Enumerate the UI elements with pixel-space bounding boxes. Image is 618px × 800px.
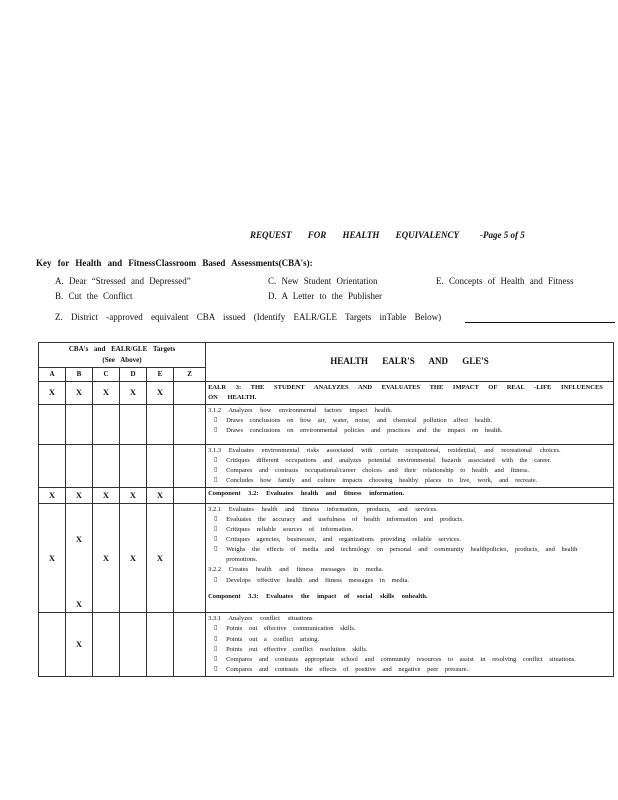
mark-cell: X (39, 381, 66, 404)
mark-cell: X (66, 613, 93, 676)
standard-3-2-1: 3.2.1 Evaluates health and fitness information, products, and services. ▯ Evaluates the accuracy and usefulness of health information and products. ▯ Critiques reliable sources of information. ▯ Critiques agencies, businesses, and organizations providing reliable services. ▯ Weighs the effects of media and technology on personal and community healthpolicies, products, and health promotions. 3.2.2 Creates health and fitness messages in media. ▯ Develops effective health and fitness messages in media. Component 3.3: Evaluates the impact of social skills onhealth. (206, 504, 614, 613)
col-a: A (39, 367, 66, 381)
mark-cell: X (93, 381, 120, 404)
empty-cell (174, 381, 206, 404)
mark-cell: X (120, 381, 147, 404)
empty-cell (39, 444, 66, 487)
empty-cell (174, 504, 206, 613)
key-item-e: E. Concepts of Health and Fitness (436, 276, 574, 286)
component-3-3: Component 3.3: Evaluates the impact of social skills onhealth. (208, 592, 428, 600)
table-row (39, 404, 614, 444)
list-item: ▯ Critiques agencies, businesses, and organizations providing reliable services. (208, 535, 611, 545)
key-item-a: A. Dear “Stressed and Depressed” (55, 276, 191, 286)
component-3-2: Component 3.2: Evaluates health and fitness information. (206, 487, 614, 503)
key-item-z: Z. District -approved equivalent CBA issued (Identify EALR/GLE Targets inTable Below) (55, 312, 442, 322)
table-header-row (39, 343, 614, 368)
mark-cell: X (93, 487, 120, 503)
key-item-b: B. Cut the Conflict (55, 291, 133, 301)
list-item: ▯ Develops effective health and fitness messages in media. (208, 576, 611, 586)
list-item: ▯ Concludes how family and culture impacts choosing healthy places to live, work, and recreate. (208, 476, 611, 486)
list-item: ▯ Compares and contrasts occupational/career choices and their relationship to health and fitness. (208, 466, 611, 476)
targets-header: CBA's and EALR/GLE Targets (See Above) (39, 343, 206, 368)
empty-cell (147, 404, 174, 444)
empty-cell (120, 404, 147, 444)
page-number: -Page 5 of 5 (480, 230, 525, 240)
col-z: Z (174, 367, 206, 381)
col-e: E (147, 367, 174, 381)
empty-cell (66, 404, 93, 444)
ealr-table (38, 342, 614, 677)
list-item: ▯ Compares and contrasts the effects of positive and negative peer pressure. (208, 665, 611, 675)
table-row (39, 613, 614, 676)
list-item: ▯ Evaluates the accuracy and usefulness of health information and products. (208, 515, 611, 525)
mark-cell-b-extra: X (75, 599, 83, 610)
empty-cell (174, 404, 206, 444)
empty-cell (174, 487, 206, 503)
key-item-c: C. New Student Orientation (268, 276, 378, 286)
ealr-section-title: EALR 3: THE STUDENT ANALYZES AND EVALUATES THE IMPACT OF REAL -LIFE INFLUENCES ON HEALTH. (206, 381, 614, 404)
table-row (39, 487, 614, 503)
mark-cell: X (39, 504, 66, 613)
mark-cell: X (147, 381, 174, 404)
key-item-d: D. A Letter to the Publisher (268, 291, 382, 301)
list-item: ▯ Weighs the effects of media and technology on personal and community healthpolicies, products, and health promotions. (208, 545, 611, 565)
key-heading: Key for Health and FitnessClassroom Based Assessments(CBA's): (36, 258, 313, 268)
list-item: ▯ Points out a conflict arising. (208, 635, 611, 645)
col-c: C (93, 367, 120, 381)
standard-3-1-3: 3.1.3 Evaluates environmental risks associated with certain occupational, residential, and recreational choices. ▯ Critiques different occupations and analyzes potential environmental hazards associated with the career. ▯ Compares and contrasts occupational/career choices and their relationship to health and fitness. ▯ Concludes how family and culture impacts choosing healthy places to live, work, and recreate. (206, 444, 614, 487)
col-b: B (66, 367, 93, 381)
mark-cell: X X (66, 504, 93, 613)
empty-cell (174, 613, 206, 676)
table-row (39, 504, 614, 613)
empty-cell (93, 444, 120, 487)
empty-cell (93, 613, 120, 676)
mark-cell: X (120, 487, 147, 503)
health-header: HEALTH EALR'S AND GLE'S (206, 343, 614, 382)
list-item: ▯ Draws conclusions on environmental policies and practices and the impact on health. (208, 426, 611, 436)
mark-cell: X (39, 487, 66, 503)
empty-cell (147, 444, 174, 487)
empty-cell (39, 613, 66, 676)
list-item: ▯ Compares and contrasts appropriate school and community resources to assist in resolving conflict situations. (208, 655, 611, 665)
mark-cell: X (66, 487, 93, 503)
empty-cell (93, 404, 120, 444)
standard-3-1-2: 3.1.2 Analyzes how environmental factors impact health. ▯ Draws conclusions on how air, water, noise, and chemical pollution affect health. ▯ Draws conclusions on environmental policies and practices and the impact on health. (206, 404, 614, 444)
empty-cell (147, 613, 174, 676)
empty-cell (120, 613, 147, 676)
list-item: ▯ Points out effective communication skills. (208, 624, 611, 634)
table-row (39, 381, 614, 404)
mark-cell: X (93, 504, 120, 613)
z-fill-line[interactable] (465, 322, 615, 323)
empty-cell (39, 404, 66, 444)
list-item: ▯ Draws conclusions on how air, water, noise, and chemical pollution affect health. (208, 416, 611, 426)
mark-cell: X (147, 504, 174, 613)
standard-3-3-1: 3.3.1 Analyzes conflict situations ▯ Points out effective communication skills. ▯ Points out a conflict arising. ▯ Points out effective conflict resolution skills. ▯ Compares and contrasts appropriate school and community resources to assist in resolving conflict situations. ▯ Compares and contrasts the effects of positive and negative peer pressure. (206, 613, 614, 676)
form-title: REQUEST FOR HEALTH EQUIVALENCY (250, 230, 459, 240)
mark-cell: X (147, 487, 174, 503)
empty-cell (120, 444, 147, 487)
empty-cell (66, 444, 93, 487)
list-item: ▯ Critiques reliable sources of information. (208, 525, 611, 535)
col-d: D (120, 367, 147, 381)
list-item: ▯ Critiques different occupations and analyzes potential environmental hazards associated with the career. (208, 456, 611, 466)
empty-cell (174, 444, 206, 487)
list-item: ▯ Points out effective conflict resolution skills. (208, 645, 611, 655)
mark-cell: X (66, 381, 93, 404)
mark-cell: X (120, 504, 147, 613)
table-row (39, 444, 614, 487)
